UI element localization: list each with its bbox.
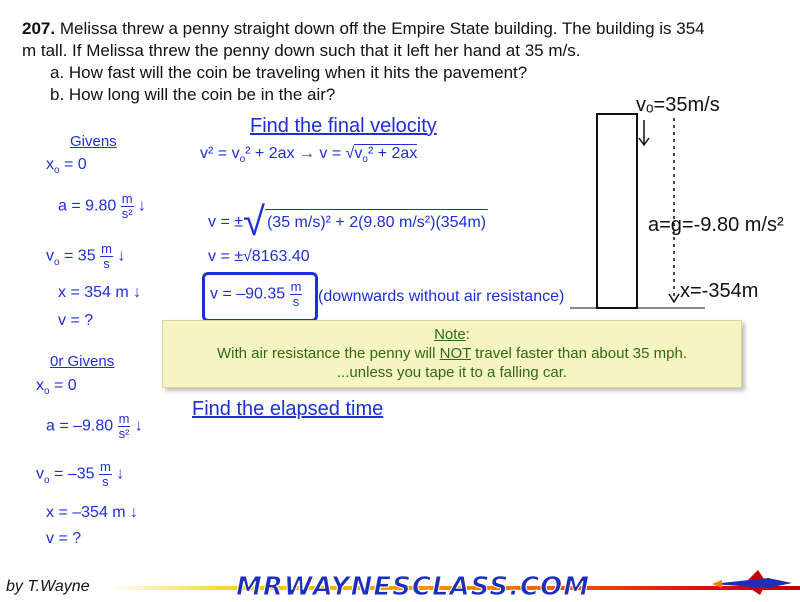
author-credit: by T.Wayne [6, 578, 90, 595]
or-given-x: x = –354 m ↓ [46, 504, 139, 521]
diagram-x-label: x=-354m [680, 280, 759, 302]
final-velocity-heading: Find the final velocity [250, 115, 437, 137]
or-givens-title: 0r Givens [50, 353, 115, 370]
result-velocity: v = –90.35 $\frac{m}{s}$ [210, 279, 302, 309]
given-vo: $v_o = 35$ $\frac{m}{s}$ ↓ [46, 241, 126, 271]
equation-sqrt: v = ±√8163.40 [208, 248, 310, 265]
or-given-xo: $x_o = 0$ [36, 377, 77, 398]
given-xo: $x_o = 0$ [46, 156, 87, 177]
problem-text-line1: Melissa threw a penny straight down off the Empire State building. The building is 354 [59, 19, 705, 38]
note-line2: ...unless you tape it to a falling car. [336, 364, 568, 381]
givens-title: Givens [70, 133, 117, 150]
given-x: x = 354 m ↓ [58, 284, 142, 301]
or-given-vo: $v_o = -35$ $\frac{m}{s}$ ↓ [36, 459, 125, 489]
problem-part-b: b. How long will the coin be in the air? [50, 85, 336, 104]
diagram-vo-label: vₒ=35m/s [636, 94, 720, 116]
or-given-v: v = ? [46, 530, 82, 547]
site-logo: MRWAYNESCLASS.COM [236, 572, 591, 602]
problem-statement [22, 18, 782, 106]
diagram-a-label: a=g=-9.80 m/s² [648, 214, 784, 236]
result-note: (downwards without air resistance) [318, 288, 565, 305]
or-given-a: a = –9.80 $\frac{m}{\text{s²}}$ ↓ [46, 411, 143, 441]
problem-text-line2: m tall. If Melissa threw the penny down such that it left her hand at 35 m/s. [22, 41, 581, 60]
rocket-icon [708, 568, 794, 596]
equation-substituted: v = ±√ (35 m/s)² + 2(9.80 m/s²)(354m) [208, 200, 487, 244]
given-v: v = ? [58, 312, 94, 329]
elapsed-time-heading: Find the elapsed time [192, 398, 384, 420]
note-callout: Note: With air resistance the penny will NOT travel faster than about 35 mph. ...unless you tape it to a falling car. [162, 320, 742, 388]
note-line1: With air resistance the penny will NOT travel faster than about 35 mph. [217, 345, 687, 362]
equation-kinematic: $v^2 = v_o^2 + 2ax \to v = √v_o^2 + 2ax$ [200, 145, 418, 166]
problem-number: 207. [22, 19, 56, 38]
given-a: a = 9.80 $\frac{m}{\text{s²}}$ ↓ [58, 191, 147, 221]
problem-part-a: a. How fast will the coin be traveling when it hits the pavement? [50, 63, 528, 82]
note-title: Note [434, 326, 466, 343]
building-rect [597, 114, 637, 308]
